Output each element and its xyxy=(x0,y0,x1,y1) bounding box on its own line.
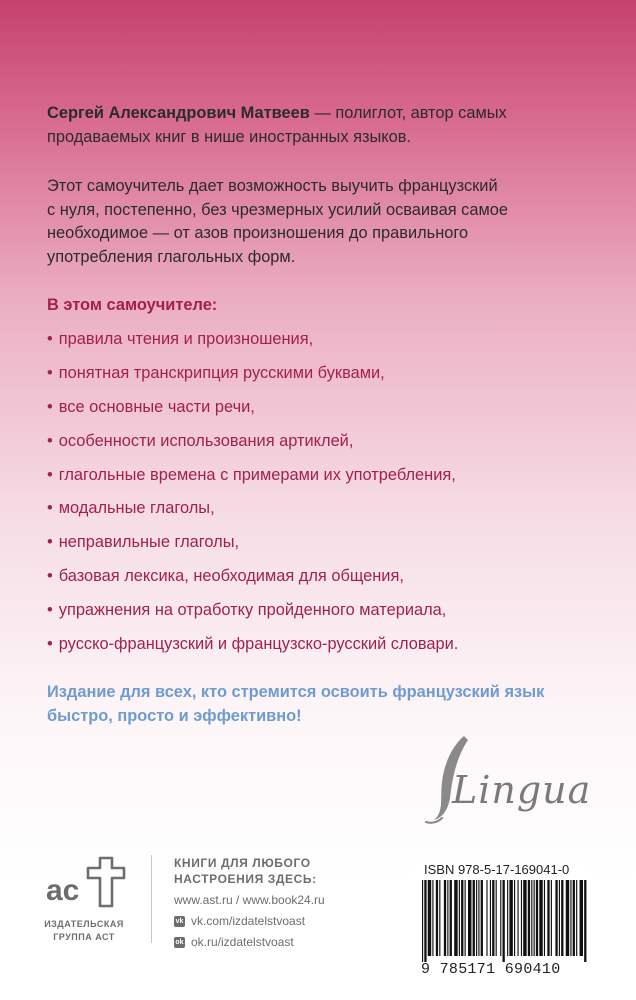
bullet-icon: • xyxy=(47,635,53,654)
ast-logo-letters: ac xyxy=(46,874,80,907)
barcode-bar xyxy=(461,880,463,956)
list-item: • правила чтения и произношения, xyxy=(47,330,314,348)
intro-line: Этот самоучитель дает возможность выучить французский xyxy=(47,177,498,195)
bullet-icon: • xyxy=(47,431,53,450)
features-title: В этом самоучителе: xyxy=(47,296,218,314)
divider xyxy=(151,855,152,943)
bullet-icon: • xyxy=(47,601,53,620)
list-item: • все основные части речи, xyxy=(47,397,255,416)
barcode-bar xyxy=(544,880,545,956)
barcode-bar xyxy=(514,880,515,956)
list-item: • понятная транскрипция русскими буквами, xyxy=(47,363,385,382)
intro-line: с нуля, постепенно, без чрезмерных усилий осваивая самое xyxy=(47,200,508,219)
barcode-digits: 9 785171 690410 xyxy=(421,961,561,978)
barcode-bar xyxy=(473,880,475,956)
bullet-icon: • xyxy=(47,499,53,518)
bullet-icon: • xyxy=(47,363,53,382)
barcode-bar xyxy=(447,880,448,956)
barcode-bar xyxy=(539,880,542,956)
barcode-bar xyxy=(580,880,583,956)
isbn-barcode-block xyxy=(412,862,590,980)
barcode-bar xyxy=(432,880,433,956)
barcode-bar xyxy=(573,880,575,956)
bullet-icon: • xyxy=(47,465,53,484)
barcode-bar xyxy=(534,880,535,956)
barcode-bar xyxy=(555,880,557,956)
barcode-bar xyxy=(566,880,569,956)
barcode-bar xyxy=(517,880,518,956)
barcode-bar xyxy=(444,880,446,956)
barcode-bar xyxy=(424,880,426,962)
barcode-bar xyxy=(547,880,549,956)
ok-icon: ok xyxy=(175,939,184,946)
slogan-line: быстро, просто и эффективно! xyxy=(47,706,302,725)
intro-line: употребления глагольных форм. xyxy=(47,247,296,266)
barcode-bar xyxy=(528,880,530,956)
features-list xyxy=(47,330,458,669)
barcode-bar xyxy=(454,880,457,956)
series-logo-text: Lingua xyxy=(452,768,592,812)
barcode-bar xyxy=(521,880,522,956)
barcode-bar xyxy=(476,880,477,956)
list-item: • модальные глаголы, xyxy=(47,499,215,518)
barcode-bar xyxy=(439,880,440,956)
barcode-bar xyxy=(576,880,577,956)
barcode xyxy=(420,880,590,962)
barcode-bar xyxy=(422,880,423,962)
barcode-bar xyxy=(523,880,526,956)
intro-line: необходимое — от азов произношения до правильного xyxy=(47,224,469,242)
list-item: • базовая лексика, необходимая для общения, xyxy=(47,567,404,586)
barcode-bar xyxy=(507,880,508,956)
slogan xyxy=(47,681,607,728)
author-description-line2: продаваемых книг в нише иностранных языков. xyxy=(47,127,411,146)
barcode-bar xyxy=(509,880,512,956)
slogan-line: Издание для всех, кто стремится освоить французский язык xyxy=(47,683,545,701)
bullet-icon: • xyxy=(47,533,53,552)
publisher-logo xyxy=(18,852,148,942)
barcode-bar xyxy=(561,880,563,956)
barcode-bar xyxy=(500,880,501,956)
publisher-name: ИЗДАТЕЛЬСКАЯ ГРУППА АСТ xyxy=(44,919,124,942)
list-item: • глагольные времена с примерами их употребления, xyxy=(47,465,456,484)
barcode-bar xyxy=(559,880,560,956)
author-name: Сергей Александрович Матвеев xyxy=(47,104,310,122)
barcode-bar xyxy=(436,880,438,956)
list-item: • упражнения на отработку пройденного материала, xyxy=(47,601,447,620)
barcode-bar xyxy=(551,880,552,956)
shop-websites: www.ast.ru / www.book24.ru xyxy=(174,893,325,907)
barcode-bar xyxy=(531,880,532,956)
barcode-bar xyxy=(486,880,487,956)
barcode-bar xyxy=(478,880,479,956)
bullet-icon: • xyxy=(47,397,53,416)
shop-title: КНИГИ ДЛЯ ЛЮБОГО НАСТРОЕНИЯ ЗДЕСЬ: xyxy=(174,856,317,886)
bullet-icon: • xyxy=(47,567,53,586)
vk-link: vk vk.com/izdatelstvoast xyxy=(175,914,306,928)
barcode-bar xyxy=(536,880,538,956)
barcode-bar xyxy=(503,880,505,962)
barcode-bar xyxy=(584,880,586,962)
barcode-bar xyxy=(468,880,471,956)
barcode-bar xyxy=(428,880,431,956)
list-item: • неправильные глаголы, xyxy=(47,533,240,552)
barcode-bar xyxy=(490,880,491,956)
bullet-icon: • xyxy=(47,330,53,348)
barcode-bar xyxy=(465,880,466,956)
intro-paragraph xyxy=(47,175,587,269)
barcode-bar xyxy=(459,880,460,956)
barcode-bar xyxy=(450,880,452,956)
barcode-bar xyxy=(492,880,494,956)
author-description: — полиглот, автор самых xyxy=(309,104,507,122)
ast-logo-icon xyxy=(18,852,148,916)
isbn-label: ISBN 978-5-17-169041-0 xyxy=(424,862,570,877)
barcode-bar xyxy=(496,880,497,956)
list-item: • русско-французский и французско-русский словари. xyxy=(47,635,459,654)
ok-link: ok ok.ru/izdatelstvoast xyxy=(175,935,294,949)
shop-info xyxy=(174,855,389,953)
vk-icon: vk xyxy=(175,918,184,925)
author-paragraph xyxy=(47,102,587,149)
barcode-bar xyxy=(481,880,483,956)
list-item: • особенности использования артиклей, xyxy=(47,431,354,450)
barcode-bar xyxy=(570,880,571,956)
